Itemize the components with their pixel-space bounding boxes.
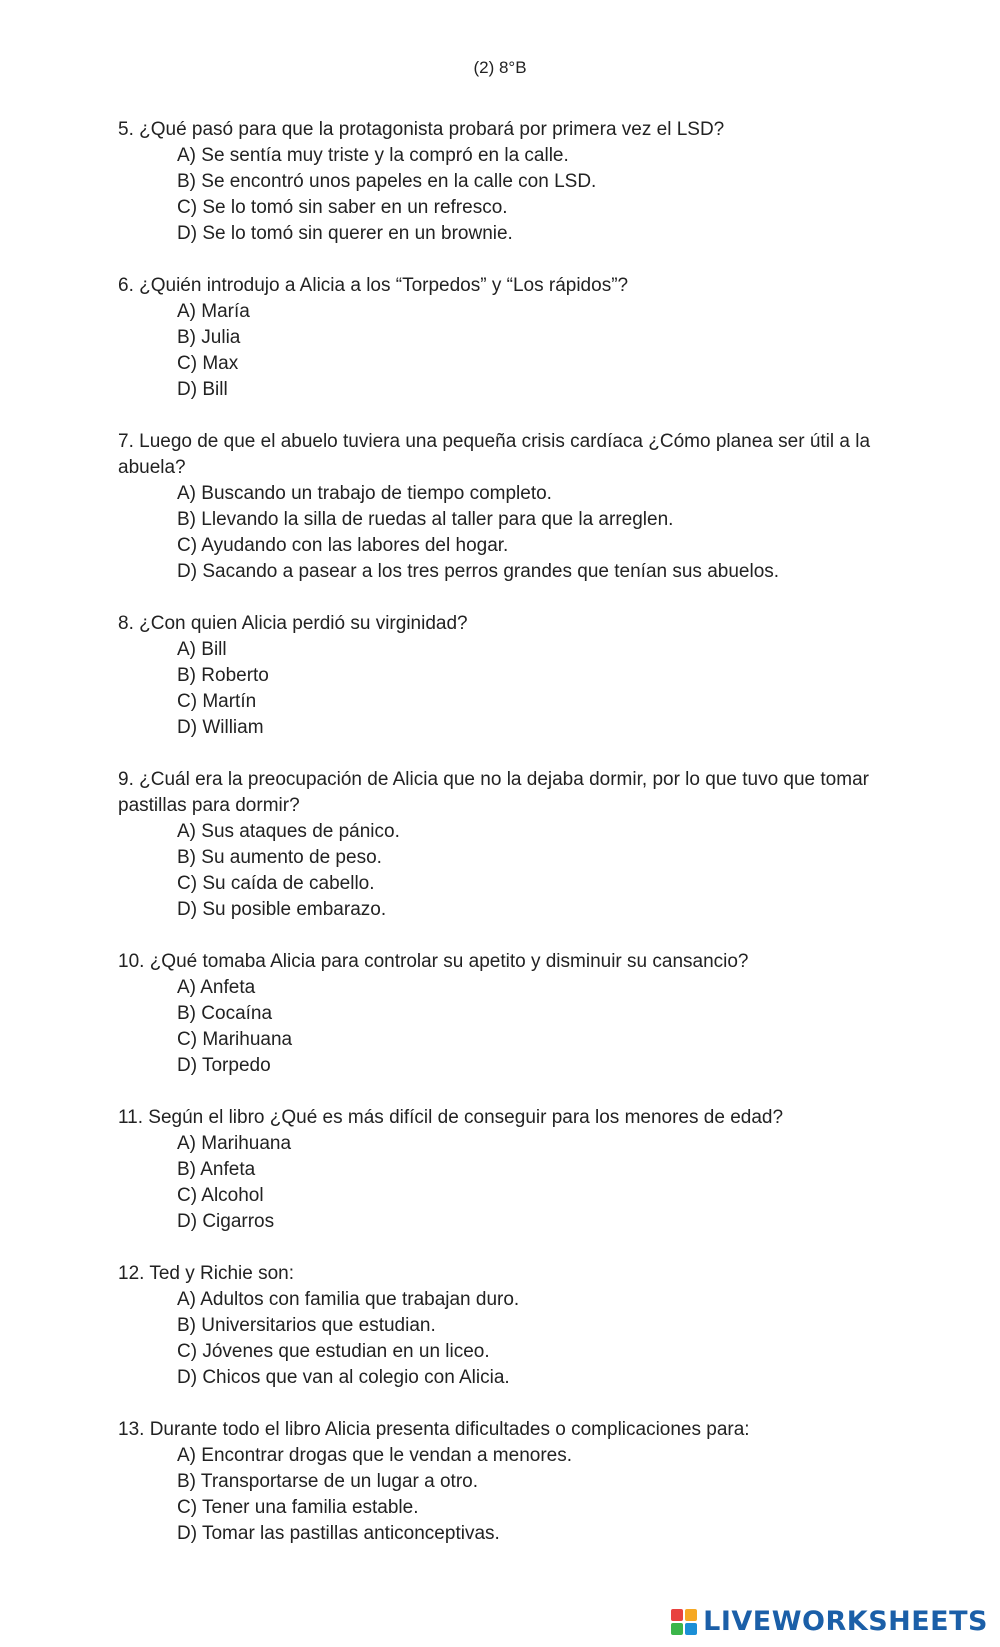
option-a[interactable]: A) Encontrar drogas que le vendan a menores. [177,1445,573,1466]
liveworksheets-logo-icon [671,1609,697,1635]
option-a[interactable]: A) Buscando un trabajo de tiempo completo. [177,483,552,504]
option-list [118,975,898,1079]
question-stem: 12. Ted y Richie son: [118,1263,295,1284]
option-a[interactable]: A) Se sentía muy triste y la compró en la calle. [177,145,569,166]
option-b[interactable]: B) Su aumento de peso. [177,847,382,868]
option-b[interactable]: B) Llevando la silla de ruedas al taller para que la arreglen. [177,509,674,530]
question-stem: 7. Luego de que el abuelo tuviera una pequeña crisis cardíaca ¿Cómo planea ser útil a la abuela? [118,431,871,478]
question-12 [118,1261,898,1391]
option-c[interactable]: C) Ayudando con las labores del hogar. [177,535,509,556]
option-a[interactable]: A) Marihuana [177,1133,292,1154]
option-c[interactable]: C) Marihuana [177,1029,293,1050]
option-d[interactable]: D) Tomar las pastillas anticonceptivas. [177,1523,500,1544]
question-13 [118,1417,898,1547]
option-list [118,637,898,741]
option-list [118,1287,898,1391]
question-stem: 13. Durante todo el libro Alicia presenta dificultades o complicaciones para: [118,1419,750,1440]
option-a[interactable]: A) Sus ataques de pánico. [177,821,400,842]
option-c[interactable]: C) Tener una familia estable. [177,1497,419,1518]
option-a[interactable]: A) María [177,301,250,322]
option-d[interactable]: D) Sacando a pasear a los tres perros grandes que tenían sus abuelos. [177,561,780,582]
option-a[interactable]: A) Adultos con familia que trabajan duro. [177,1289,520,1310]
question-list [118,117,898,1573]
option-c[interactable]: C) Su caída de cabello. [177,873,375,894]
question-stem: 5. ¿Qué pasó para que la protagonista probará por primera vez el LSD? [118,119,725,140]
option-b[interactable]: B) Anfeta [177,1159,256,1180]
logo-text: LIVEWORKSHEETS [703,1606,988,1637]
option-d[interactable]: D) Se lo tomó sin querer en un brownie. [177,223,513,244]
option-d[interactable]: D) Cigarros [177,1211,275,1232]
option-list [118,143,898,247]
question-stem: 11. Según el libro ¿Qué es más difícil de conseguir para los menores de edad? [118,1107,784,1128]
question-5 [118,117,898,247]
option-list [118,1131,898,1235]
option-c[interactable]: C) Alcohol [177,1185,264,1206]
option-list [118,299,898,403]
question-stem: 8. ¿Con quien Alicia perdió su virginidad? [118,613,468,634]
option-d[interactable]: D) Bill [177,379,228,400]
option-c[interactable]: C) Se lo tomó sin saber en un refresco. [177,197,508,218]
option-b[interactable]: B) Cocaína [177,1003,273,1024]
question-7 [118,429,898,585]
option-list [118,819,898,923]
option-a[interactable]: A) Bill [177,639,227,660]
question-9 [118,767,898,923]
option-b[interactable]: B) Roberto [177,665,269,686]
question-8 [118,611,898,741]
page-header: (2) 8°B [473,58,527,77]
option-b[interactable]: B) Transportarse de un lugar a otro. [177,1471,478,1492]
option-c[interactable]: C) Jóvenes que estudian en un liceo. [177,1341,490,1362]
option-d[interactable]: D) Su posible embarazo. [177,899,387,920]
question-stem: 10. ¿Qué tomaba Alicia para controlar su apetito y disminuir su cansancio? [118,951,749,972]
question-10 [118,949,898,1079]
option-a[interactable]: A) Anfeta [177,977,256,998]
question-stem: 9. ¿Cuál era la preocupación de Alicia que no la dejaba dormir, por lo que tuvo que tomar pastillas para dormir? [118,769,869,816]
liveworksheets-logo[interactable] [671,1606,988,1637]
option-c[interactable]: C) Martín [177,691,257,712]
option-b[interactable]: B) Universitarios que estudian. [177,1315,436,1336]
question-6 [118,273,898,403]
option-list [118,1443,898,1547]
option-d[interactable]: D) Chicos que van al colegio con Alicia. [177,1367,510,1388]
option-d[interactable]: D) William [177,717,264,738]
option-b[interactable]: B) Julia [177,327,241,348]
option-list [118,481,898,585]
question-stem: 6. ¿Quién introdujo a Alicia a los “Torpedos” y “Los rápidos”? [118,275,629,296]
option-c[interactable]: C) Max [177,353,239,374]
option-b[interactable]: B) Se encontró unos papeles en la calle con LSD. [177,171,597,192]
question-11 [118,1105,898,1235]
option-d[interactable]: D) Torpedo [177,1055,271,1076]
